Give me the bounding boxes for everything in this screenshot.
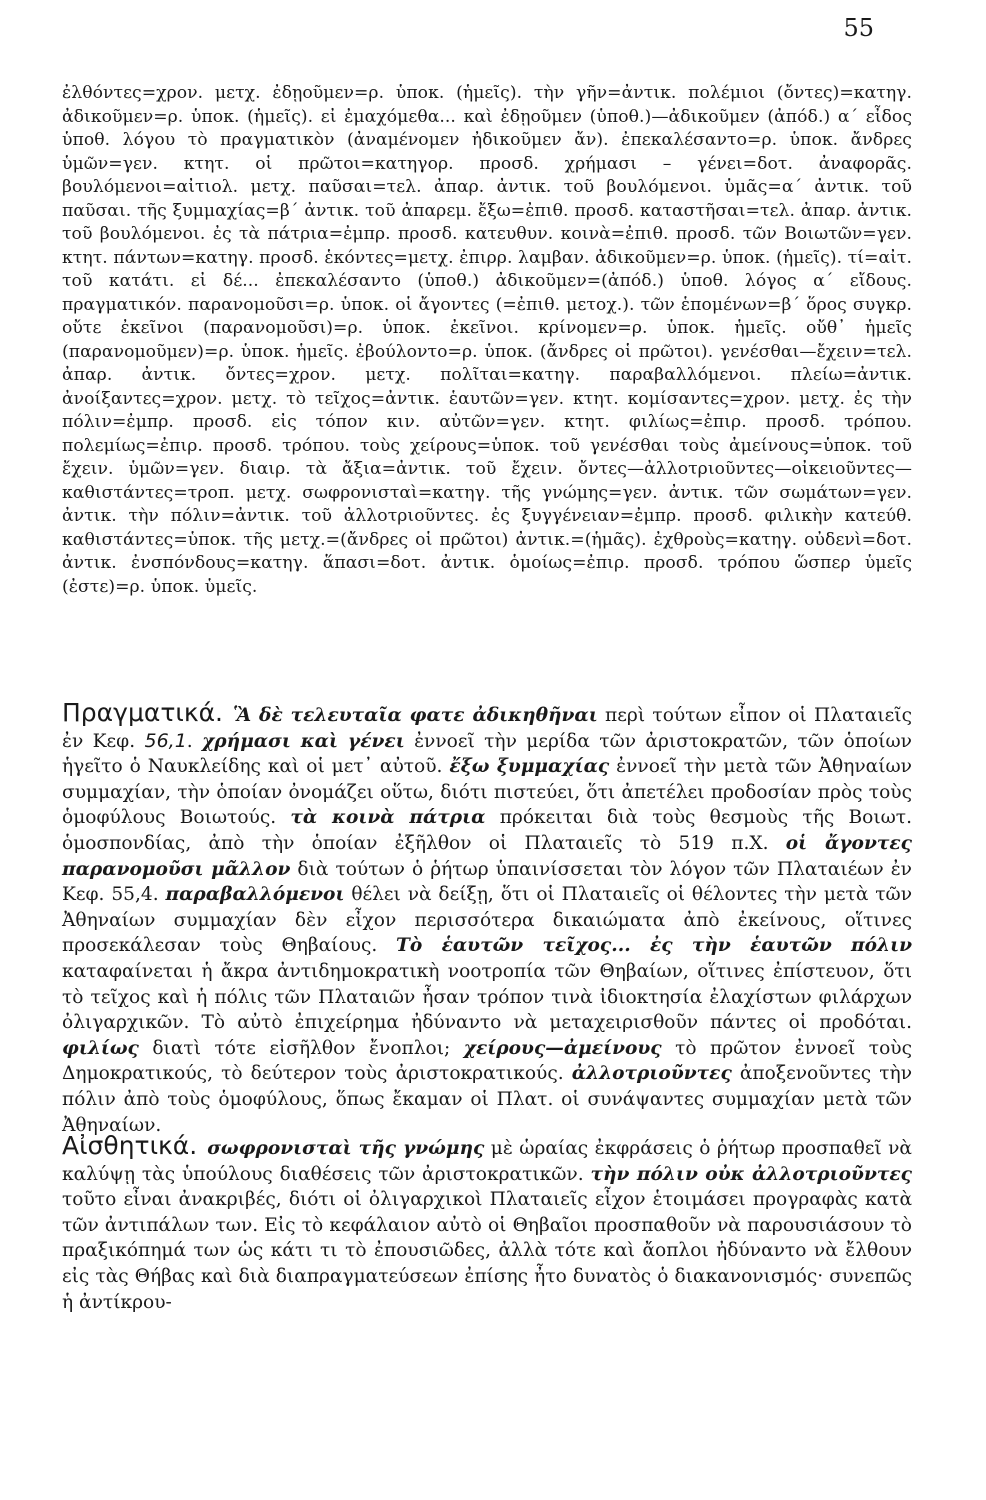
commentary-text: ἐννοεῖ τὴν μερίδα τῶν ἀριστοκρατῶν, τῶν ὁποίων ἡγεῖτο ὁ Ναυκλείδης καὶ οἱ μετ᾽ αὐτοῦ.: [62, 730, 912, 778]
quoted-phrase: παραβαλλόμενοι: [165, 884, 345, 906]
chapter-reference: 56,1: [144, 729, 187, 752]
quoted-phrase: φιλίως: [62, 1037, 139, 1059]
commentary-text: καταφαίνεται ἡ ἄκρα ἀντιδημοκρατικὴ νοοτροπία τῶν Θηβαίων, οἵτινες ἐπίστευον, ὅτι τὸ τεῖχος καὶ ἡ πόλις τῶν Πλαταιῶν ἦσαν τρόπον τινὰ ἰδιοκτησία ἐλαχίστων φιλάρχων ὀλιγαρχικῶν. Τὸ αὐτὸ ἐπιχείρημα ἠδύναντο νὰ μεταχειρισθοῦν πάντες οἱ προδόται.: [62, 960, 912, 1034]
quoted-phrase: ἀλλοτριοῦντες: [571, 1063, 732, 1085]
quoted-phrase: τὰ κοινὰ πάτρια: [290, 807, 486, 829]
commentary-text: θέλει νὰ δείξῃ, ὅτι οἱ Πλαταιεῖς οἱ θέλοντες τὴν μετὰ τῶν Ἀθηναίων συμμαχίαν δὲν εἶχον περισσότερα δικαιώματα ἀπὸ ἐκείνους, οἵτινες προσεκάλεσαν τοὺς Θηβαίους.: [62, 884, 912, 957]
commentary-text: ἀποξενοῦντες τὴν πόλιν ἀπὸ τοὺς ὁμοφύλους, ὅπως ἔκαμαν οἱ Πλατ. οἱ συνάψαντες συμμαχίαν μετὰ τῶν Ἀθηναίων.: [62, 1063, 912, 1136]
quoted-phrase: τὴν πόλιν οὐκ ἀλλοτριοῦντες: [590, 1163, 912, 1185]
commentary-text: .: [186, 730, 203, 752]
aisthitika-section: [62, 1133, 912, 1315]
quoted-phrase: χείρους—ἀμείνους: [463, 1037, 662, 1059]
aisthitika-body: [62, 1138, 912, 1313]
quoted-phrase: Τὸ ἑαυτῶν τεῖχος... ἐς τὴν ἑαυτῶν πόλιν: [396, 935, 912, 957]
commentary-text: μὲ ὡραίας ἐκφράσεις ὁ ῥήτωρ προσπαθεῖ νὰ καλύψῃ τὰς ὑπούλους διαθέσεις τῶν ἀριστοκρατικῶν.: [62, 1138, 912, 1185]
commentary-text: περὶ τούτων εἶπον οἱ Πλαταιεῖς ἐν Κεφ.: [62, 705, 912, 752]
commentary-text: ἐννοεῖ τὴν μετὰ τῶν Ἀθηναίων συμμαχίαν, τὴν ὁποίαν ὀνομάζει οὕτω, διότι πιστεύει, ὅτι ἀπετέλει προδοσίαν πρὸς τοὺς ὁμοφύλους Βοιωτούς.: [62, 756, 912, 829]
commentary-text: διὰ τούτων ὁ ῥήτωρ ὑπαινίσσεται τὸν λόγον τῶν Πλαταιέων ἐν Κεφ. 55,4.: [62, 858, 912, 906]
quoted-phrase: χρήμασι καὶ γένει: [202, 730, 405, 752]
quoted-phrase: ἔξω ξυμμαχίας: [449, 756, 610, 778]
page-number: 55: [843, 14, 874, 42]
pragmatika-body: [62, 705, 912, 1136]
quoted-phrase: οἱ ἄγοντες παρανομοῦσι μᾶλλον: [62, 832, 912, 880]
commentary-text: τοῦτο εἶναι ἀνακριβές, διότι οἱ ὀλιγαρχικοὶ Πλαταιεῖς εἶχον ἑτοιμάσει προγραφὰς κατὰ τῶν ἀντιπάλων των. Εἰς τὸ κεφάλαιον αὐτὸ οἱ Θηβαῖοι προσπαθοῦν νὰ παρουσιάσουν τὸ πραξικόπημά των ὡς κάτι τι τὸ ἐπουσιῶδες, ἀλλὰ τότε καὶ ἄοπλοι ἠδύναντο νὰ ἔλθουν εἰς τὰς Θήβας καὶ διὰ διαπραγματεύσεων ἐπίσης ἦτο δυνατὸς ὁ διακανονισμός· συνεπῶς ἡ ἀντίκρου-: [62, 1189, 912, 1313]
aisthitika-heading: Αἰσθητικά.: [62, 1131, 198, 1160]
quoted-phrase: Ἃ δὲ τελευταῖα φατε ἀδικηθῆναι: [233, 705, 598, 726]
commentary-text: πρόκειται διὰ τοὺς θεσμοὺς τῆς Βοιωτ. ὁμοσπονδίας, ἀπὸ τὴν ὁποίαν ἐξῆλθον οἱ Πλαταιεῖς τὸ 519 π.Χ.: [62, 807, 912, 854]
grammar-notes: ἐλθόντες=χρον. μετχ. ἐδῃοῦμεν=ρ. ὑποκ. (ἡμεῖς). τὴν γῆν=ἀντικ. πολέμιοι (ὄντες)=κατηγ. ἀδικοῦμεν=ρ. ὑποκ. (ἡμεῖς). εἰ ἐμαχόμεθα... καὶ ἐδῃοῦμεν (ὑποθ.)—ἀδικοῦμεν (ἀπόδ.) α´ εἶδος ὑποθ. λόγου τὸ πραγματικὸν (ἀναμένομεν ἠδικοῦμεν ἄν). ἐπεκαλέσαντο=ρ. ὑποκ. ἄνδρες ὑμῶν=γεν. κτητ. οἱ πρῶτοι=κατηγορ. προσδ. χρήμασι – γένει=δοτ. ἀναφορᾶς. βουλόμενοι=αἰτιολ. μετχ. παῦσαι=τελ. ἀπαρ. ἀντικ. τοῦ βουλόμενοι. ὑμᾶς=α´ ἀντικ. τοῦ παῦσαι. τῆς ξυμμαχίας=β´ ἀντικ. τοῦ ἀπαρεμ. ἔξω=ἐπιθ. προσδ. καταστῆσαι=τελ. ἀπαρ. ἀντικ. τοῦ βουλόμενοι. ἐς τὰ πάτρια=ἐμπρ. προσδ. κατευθυν. κοινὰ=ἐπιθ. προσδ. τῶν Βοιωτῶν=γεν. κτητ. πάντων=κατηγ. προσδ. ἑκόντες=μετχ. ἐπιρρ. λαμβαν. ἀδικοῦμεν=ρ. ὑποκ. (ἡμεῖς). τί=αἰτ. τοῦ κατάτι. εἰ δέ... ἐπεκαλέσαντο (ὑποθ.) ἀδικοῦμεν=(ἀπόδ.) ὑποθ. λόγος α´ εἴδους. πραγματικόν. παρανομοῦσι=ρ. ὑποκ. οἱ ἄγοντες (=ἐπιθ. μετοχ.). τῶν ἑπομένων=β´ ὅρος συγκρ. οὔτε ἐκεῖνοι (παρανομοῦσι)=ρ. ὑποκ. ἐκεῖνοι. κρίνομεν=ρ. ὑποκ. ἡμεῖς. οὔθ᾽ ἡμεῖς (παρανομοῦμεν)=ρ. ὑποκ. ἡμεῖς. ἐβούλοντο=ρ. ὑποκ. (ἄνδρες οἱ πρῶτοι). γενέσθαι—ἔχειν=τελ. ἀπαρ. ἀντικ. ὄντες=χρον. μετχ. πολῖται=κατηγ. παραβαλλόμενοι. πλείω=ἀντικ. ἀνοίξαντες=χρον. μετχ. τὸ τεῖχος=ἀντικ. ἑαυτῶν=γεν. κτητ. κομίσαντες=χρον. μετχ. ἐς τὴν πόλιν=ἐμπρ. προσδ. εἰς τόπον κιν. αὐτῶν=γεν. κτητ. φιλίως=ἐπιρ. προσδ. τρόπου. πολεμίως=ἐπιρ. προσδ. τρόπου. τοὺς χείρους=ὑποκ. τοῦ γενέσθαι τοὺς ἀμείνους=ὑποκ. τοῦ ἔχειν. ὑμῶν=γεν. διαιρ. τὰ ἄξια=ἀντικ. τοῦ ἔχειν. ὄντες—ἀλλοτριοῦντες—οἰκειοῦντες—καθιστάντες=τροπ. μετχ. σωφρονισταὶ=κατηγ. τῆς γνώμης=γεν. ἀντικ. τῶν σωμάτων=γεν. ἀντικ. τὴν πόλιν=ἀντικ. τοῦ ἀλλοτριοῦντες. ἐς ξυγγένειαν=ἐμπρ. προσδ. φιλικὴν κατεύθ. καθιστάντες=ὑποκ. τῆς μετχ.=(ἄνδρες οἱ πρῶτοι) ἀντικ.=(ἡμᾶς). ἐχθροὺς=κατηγ. οὐδενὶ=δοτ. ἀντικ. ἐνσπόνδους=κατηγ. ἅπασι=δοτ. ἀντικ. ὁμοίως=ἐπιρ. προσδ. τρόπου ὥσπερ ὑμεῖς (ἐστε)=ρ. ὑποκ. ὑμεῖς.: [62, 83, 912, 597]
commentary-text: διατὶ τότε εἰσῆλθον ἔνοπλοι;: [138, 1037, 464, 1059]
quoted-phrase: σωφρονισταὶ τῆς γνώμης: [207, 1138, 485, 1159]
pragmatika-heading: Πραγματικά.: [62, 698, 223, 727]
commentary-text: τὸ πρῶτον ἐννοεῖ τοὺς Δημοκρατικούς, τὸ δεύτερον τοὺς ἀριστοκρατικούς.: [62, 1037, 912, 1085]
pragmatika-section: [62, 700, 912, 1138]
